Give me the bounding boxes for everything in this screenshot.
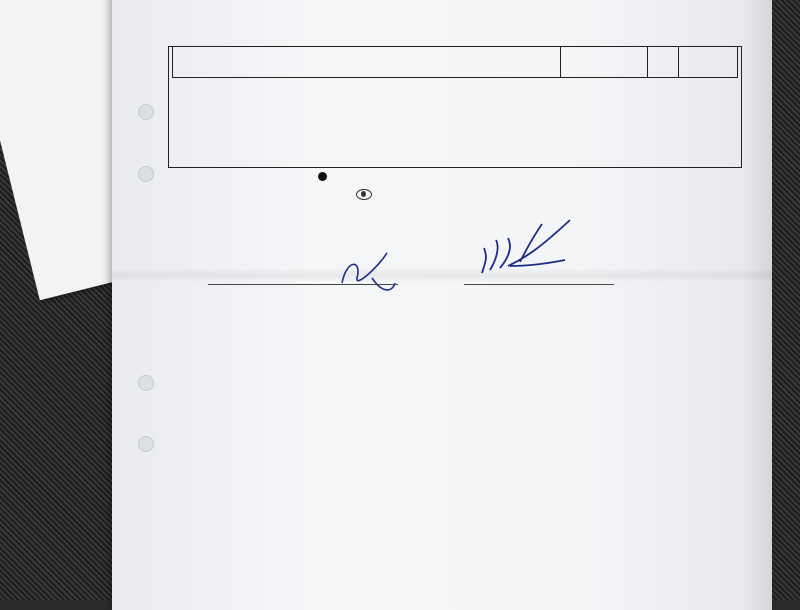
punch-hole bbox=[138, 436, 154, 452]
legend-visual bbox=[356, 188, 376, 200]
service-form-page bbox=[112, 0, 772, 610]
signature-line-left bbox=[208, 284, 398, 285]
page-fold bbox=[112, 268, 772, 282]
punch-hole bbox=[138, 166, 154, 182]
closing-work-table bbox=[172, 46, 738, 78]
section-header bbox=[173, 47, 738, 78]
section-title bbox=[173, 47, 561, 78]
punch-hole bbox=[138, 104, 154, 120]
eye-icon bbox=[356, 189, 372, 200]
left-signature-flourish bbox=[337, 248, 397, 298]
filled-dot-icon bbox=[318, 172, 327, 181]
col-header-inte-ok bbox=[648, 47, 679, 78]
col-header-ok bbox=[561, 47, 648, 78]
legend-extra bbox=[318, 170, 331, 182]
right-signature bbox=[470, 218, 580, 280]
signature-line-right bbox=[464, 284, 614, 285]
punch-hole bbox=[138, 375, 154, 391]
col-header-atgardat bbox=[679, 47, 738, 78]
